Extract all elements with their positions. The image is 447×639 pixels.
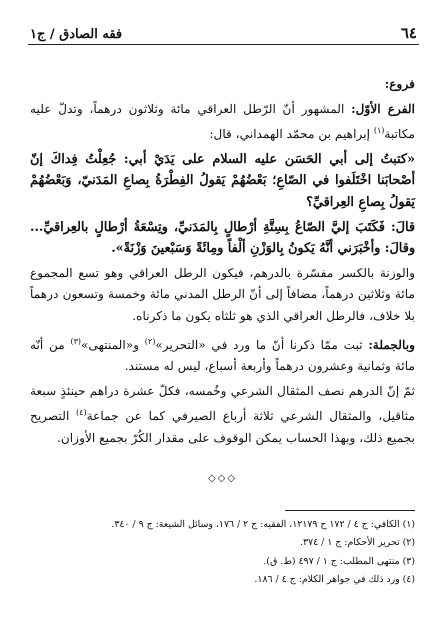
hadith-quote-2: قالَ: فَكَتَبَ إليَّ الصّاعُ بِسِتَّةِ أرْطالٍ بِالمَدَنيِّ، وتِسْعَةُ أرْطالٍ بالعِراقيِّ... وقالَ: وأخْبَرَني أنَّهُ يَكونُ بِالوَزْنِ ألْفاً ومِائَةً وَسَبْعينَ وَزْنَةً». (30, 219, 415, 257)
paragraph-1-text-2: إبراهيم بن محمّد الهمداني، قال: (209, 127, 374, 142)
header-rule (28, 44, 419, 45)
main-text (30, 74, 415, 489)
paragraph-1 (30, 99, 415, 146)
footnote-ref-3[interactable]: (٣) (70, 336, 82, 346)
paragraph-4-text-2: التصريح بجميع ذلك، وبهذا الحساب يمكن الوقوف على مقدار الكُرّ بجميع الأوزان. (30, 409, 415, 446)
footnote-3: (٣) منتهى المطلب: ج ١ / ٤٩٧ (ط. ق). (263, 555, 415, 567)
paragraph-3 (30, 331, 415, 378)
paragraph-3-text-1: ثبت ممّا ذكرنا أنّ ما ورد في «التحرير» (155, 337, 369, 352)
section-divider: ◇◇◇ (207, 472, 238, 484)
footnote-rule (285, 510, 415, 511)
paragraph-4 (30, 381, 415, 450)
book-title: فقه الصادق / ج١ (30, 27, 123, 42)
paragraph-3-text-3: من أنّه مائة وثمانية وعشرون درهماً وأربعة أسباع، ليس له مستند. (30, 337, 415, 374)
footnotes (30, 516, 415, 590)
section-heading: فروع: (384, 77, 415, 91)
paragraph-3-text-2: و«المنتهى» (81, 337, 145, 352)
paragraph-2: والوزنة بالكسر مفسّرة بالدرهم، فيكون الرطل العراقي وهو تسع المجموع مائة وثلاثين درهماً، مضافاً إلى أنّ الرطل المدني مائة وخمسة وتسعون درهماً بلا خلاف، فالرطل العراقي الذي هو ثلثاه يكون ما ذكرناه. (30, 265, 415, 323)
footnote-2: (٢) تحرير الأحكام: ج ١ / ٣٧٤. (300, 537, 415, 549)
footnote-4: (٤) ورد ذلك في جواهر الكلام: ج ٤ / ١٨٦. (254, 574, 415, 586)
footnote-ref-2[interactable]: (٢) (144, 336, 156, 346)
footnote-ref-4[interactable]: (٤) (76, 408, 87, 418)
footnote-1: (١) الكافي: ج ٤ / ١٧٢ ح ١٢١٧٩، الفقيه: ج ٢ / ١٧٦، وسائل الشيعة: ج ٩ / ٣٤٠. (111, 519, 415, 530)
hadith-quote-1: «كتبتُ إلى أبي الحَسَن عليه السلام على يَدَيْ أبي: جُعِلْتُ فِداكَ إنّ أصْحابَنا اخْتَلَفوا في الصّاعِ؛ بَعْضُهُمْ يَقولُ الفِطْرَةُ بِصاعِ المَدَنيّ، وَبَعْضُهُمْ يَقولُ بِصاعِ العِراقيِّ؟ (30, 151, 415, 211)
paragraph-4-text-1: ثمّ إنّ الدرهم نصف المثقال الشرعي وخُمسه، فكلّ عشرة دراهم حينئذٍ سبعة مثاقيل، والمثقال الشرعي ثلاثة أرباع الصيرفي كما عن جماعة (30, 383, 415, 424)
paragraph-1-text: المشهور أنّ الرّطل العراقي مائة وثلاثون درهماً، وتدلّ عليه مكاتبة (30, 101, 415, 142)
page-number: ٦٤ (400, 24, 417, 42)
running-header (30, 20, 417, 42)
branch-label: الفرع الأوّل: (351, 101, 415, 116)
summary-label: وبالجملة: (368, 337, 415, 352)
footnote-ref-1[interactable]: (١) (373, 126, 385, 136)
